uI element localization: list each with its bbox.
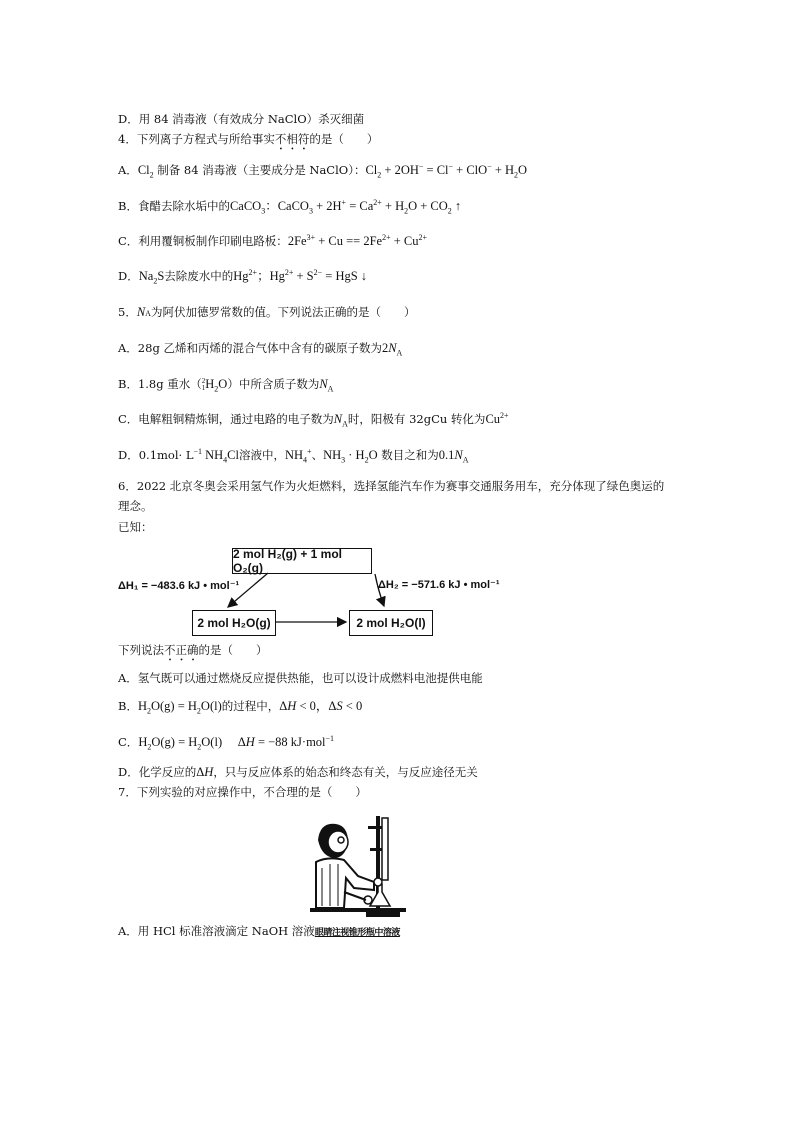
- q4-stem: 4．下列离子方程式与所给事实不相符的是（ ）: [118, 132, 379, 146]
- diagram-left-box: 2 mol H₂O(g): [192, 610, 276, 636]
- q4-option-d: D．$Na_2S$去除废水中的$Hg^{2+}$；$Hg^{2+} + S^{2-}$ = HgS ↓: [118, 267, 368, 286]
- q7-option-a: A．用 HCl 标准溶液滴定 NaOH 溶液眼睛注视锥形瓶中溶液: [118, 924, 400, 938]
- q4-emphasis: 不相符: [274, 132, 310, 146]
- q4-option-c: C．利用覆铜板制作印刷电路板：$2Fe^{3+} + Cu == 2Fe^{2+} + Cu^{2+}$: [118, 232, 427, 248]
- q6-option-b: B．$H_2O(g) = H_2O(l)$的过程中，ΔH < 0，ΔS < 0: [118, 699, 363, 716]
- q7-caption: 眼睛注视锥形瓶中溶液: [314, 928, 400, 938]
- q6-stem-line1: 6．2022 北京冬奥会采用氢气作为火炬燃料，选择氢能汽车作为赛事交通服务用车，充分体现了绿色奥运的: [118, 479, 665, 493]
- q5-option-a: A．28g 乙烯和丙烯的混合气体中含有的碳原子数为$2N_A$: [118, 341, 403, 358]
- q6-option-d: D．化学反应的ΔH，只与反应体系的始态和终态有关，与反应途径无关: [118, 765, 478, 779]
- q6-emphasis: 不正确: [164, 643, 199, 657]
- q4-option-b: B．食醋去除水垢中的CaCO$_3$：CaCO$_3$ + $2H^+ = Ca^{2+} + H_2O + CO_2$ ↑: [118, 197, 462, 216]
- q6-option-c: C．$H_2O(g) = H_2O(l)$ ΔH = −88 kJ·mol$^{-1}$: [118, 733, 335, 752]
- q5-stem: 5．NA为阿伏加德罗常数的值。下列说法正确的是（ ）: [118, 305, 416, 319]
- q6-option-a: A．氢气既可以通过燃烧反应提供热能，也可以设计成燃料电池提供电能: [118, 671, 483, 685]
- q6-known: 已知：: [118, 520, 153, 534]
- q3-option-d: D．用 84 消毒液（有效成分 NaClO）杀灭细菌: [118, 112, 365, 126]
- q5-option-c: C．电解粗铜精炼铜，通过电路的电子数为$N_A$时，阳极有 32gCu 转化为$Cu^{2+}$: [118, 410, 509, 429]
- diagram-right-box: 2 mol H₂O(l): [349, 610, 433, 636]
- q6-ask: 下列说法不正确的是（ ）: [118, 643, 268, 657]
- q4-option-a: A．$Cl_2$ 制备 84 消毒液（主要成分是 NaClO）：$Cl_2 + 2OH^- = Cl^- + ClO^- + H_2O$: [118, 161, 528, 180]
- q5-option-b: B．1.8g 重水（2 $1H_2O$）中所含质子数为$N_A$: [118, 377, 334, 394]
- arrow-top-to-left: [228, 573, 268, 607]
- titration-illustration: [308, 812, 408, 922]
- diagram-top-box: 2 mol H₂(g) + 1 mol O₂(g): [232, 548, 372, 574]
- arrow-top-to-right: [375, 574, 384, 606]
- q6-stem-line2: 理念。: [118, 499, 153, 513]
- q5-option-d: D．$0.1mol\cdot L^{-1}$ $NH_4Cl$溶液中，$NH_4^+$、$NH_3 \cdot H_2O$ 数目之和为$0.1N_A$: [118, 446, 469, 465]
- delta-h1-label: ΔH₁ = −483.6 kJ • mol⁻¹: [118, 580, 240, 592]
- q7-stem: 7．下列实验的对应操作中，不合理的是（ ）: [118, 785, 367, 799]
- delta-h2-label: ΔH₂ = −571.6 kJ • mol⁻¹: [378, 579, 500, 591]
